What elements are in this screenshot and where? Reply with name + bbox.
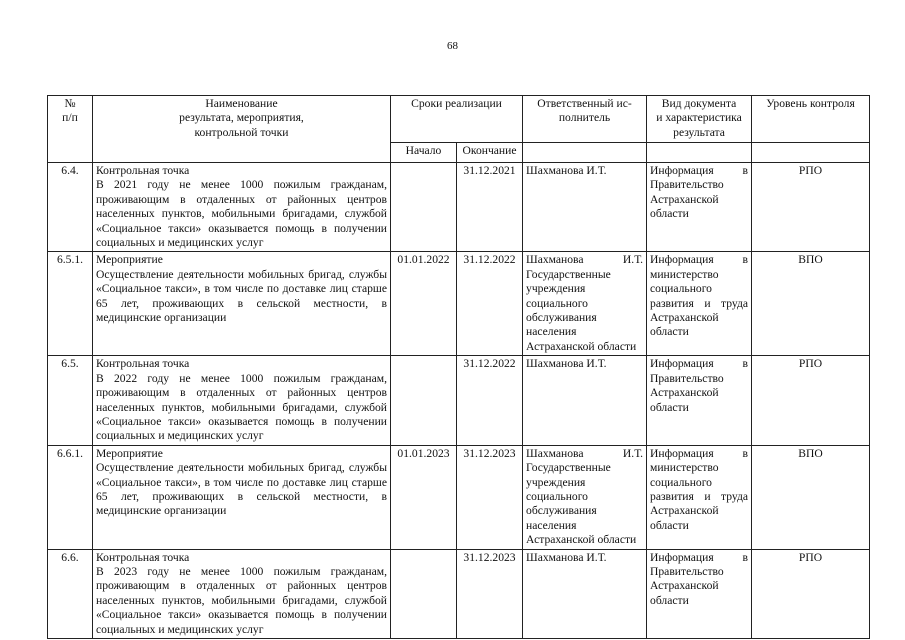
row-type: Мероприятие (96, 446, 163, 460)
header-terms: Сроки реализации (391, 96, 523, 143)
table-row (48, 356, 870, 445)
header-start: Начало (391, 143, 457, 163)
row-content (93, 252, 391, 356)
table-row (48, 252, 870, 356)
header-name: Наименование результата, мероприятия, контрольной точки (93, 96, 391, 163)
header-doc: Вид документа и характеристика результата (647, 96, 752, 143)
row-content (93, 549, 391, 638)
header-row (48, 96, 870, 143)
page-number: 68 (447, 40, 458, 52)
row-text: В 2023 году не менее 1000 пожилым гражданам, проживающим в отдаленных от районных центров населенных пунктов, мобильными бригадами, службой «Социальное такси» оказывается помощь в получении социальных и медицинских услуг (96, 564, 387, 636)
row-control: РПО (752, 549, 870, 638)
row-responsible: Шахманова И.Т. (523, 549, 647, 638)
row-end: 31.12.2023 (457, 549, 523, 638)
row-text: В 2021 году не менее 1000 пожилым гражданам, проживающим в отдаленных от районных центров населенных пунктов, мобильными бригадами, службой «Социальное такси» оказывается помощь в получении социальных и медицинских услуг (96, 178, 387, 250)
row-num: 6.4. (48, 163, 93, 252)
row-control: ВПО (752, 445, 870, 549)
row-text: Осуществление деятельности мобильных бригад, службы «Социальное такси», в том числе по доставке лиц старше 65 лет, проживающих в сельской местности, в медицинские организации (96, 267, 387, 325)
row-responsible: Шахманова И.Т. Государственные учреждения социального обслуживания населения Астраханской области (523, 445, 647, 549)
row-control: ВПО (752, 252, 870, 356)
row-doc: Информация в Правительство Астраханской области (647, 356, 752, 445)
row-doc: Информация в Правительство Астраханской области (647, 163, 752, 252)
row-end: 31.12.2022 (457, 252, 523, 356)
table-row (48, 163, 870, 252)
row-end: 31.12.2021 (457, 163, 523, 252)
row-doc: Информация в министерство социального развития и труда Астраханской области (647, 445, 752, 549)
row-type: Мероприятие (96, 253, 163, 267)
row-end: 31.12.2023 (457, 445, 523, 549)
row-doc: Информация в министерство социального развития и труда Астраханской области (647, 252, 752, 356)
row-num: 6.5. (48, 356, 93, 445)
row-num: 6.5.1. (48, 252, 93, 356)
row-responsible: Шахманова И.Т. (523, 163, 647, 252)
row-responsible: Шахманова И.Т. Государственные учреждения социального обслуживания населения Астраханской области (523, 252, 647, 356)
row-content (93, 356, 391, 445)
row-content (93, 445, 391, 549)
row-type: Контрольная точка (96, 164, 190, 177)
row-responsible: Шахманова И.Т. (523, 356, 647, 445)
header-blank-doc (647, 143, 752, 163)
row-start (391, 163, 457, 252)
header-control: Уровень контроля (752, 96, 870, 143)
row-content (93, 163, 391, 252)
row-control: РПО (752, 356, 870, 445)
row-end: 31.12.2022 (457, 356, 523, 445)
table-row (48, 549, 870, 638)
row-num: 6.6.1. (48, 445, 93, 549)
row-start: 01.01.2023 (391, 445, 457, 549)
row-start (391, 356, 457, 445)
header-responsible: Ответственный ис- полнитель (523, 96, 647, 143)
row-start: 01.01.2022 (391, 252, 457, 356)
header-blank-control (752, 143, 870, 163)
row-text: В 2022 году не менее 1000 пожилым гражданам, проживающим в отдаленных от районных центров населенных пунктов, мобильными бригадами, службой «Социальное такси» оказывается помощь в получении социальных и медицинских услуг (96, 371, 387, 443)
header-blank-responsible (523, 143, 647, 163)
plan-table (47, 95, 870, 639)
table-row (48, 445, 870, 549)
row-type: Контрольная точка (96, 550, 190, 564)
row-type: Контрольная точка (96, 357, 190, 371)
header-end: Окончание (457, 143, 523, 163)
row-doc: Информация в Правительство Астраханской области (647, 549, 752, 638)
row-control: РПО (752, 163, 870, 252)
row-start (391, 549, 457, 638)
row-text: Осуществление деятельности мобильных бригад, службы «Социальное такси», в том числе по доставке лиц старше 65 лет, проживающих в сельской местности, в медицинские организации (96, 461, 387, 518)
row-num: 6.6. (48, 549, 93, 638)
header-num: № п/п (48, 96, 93, 163)
